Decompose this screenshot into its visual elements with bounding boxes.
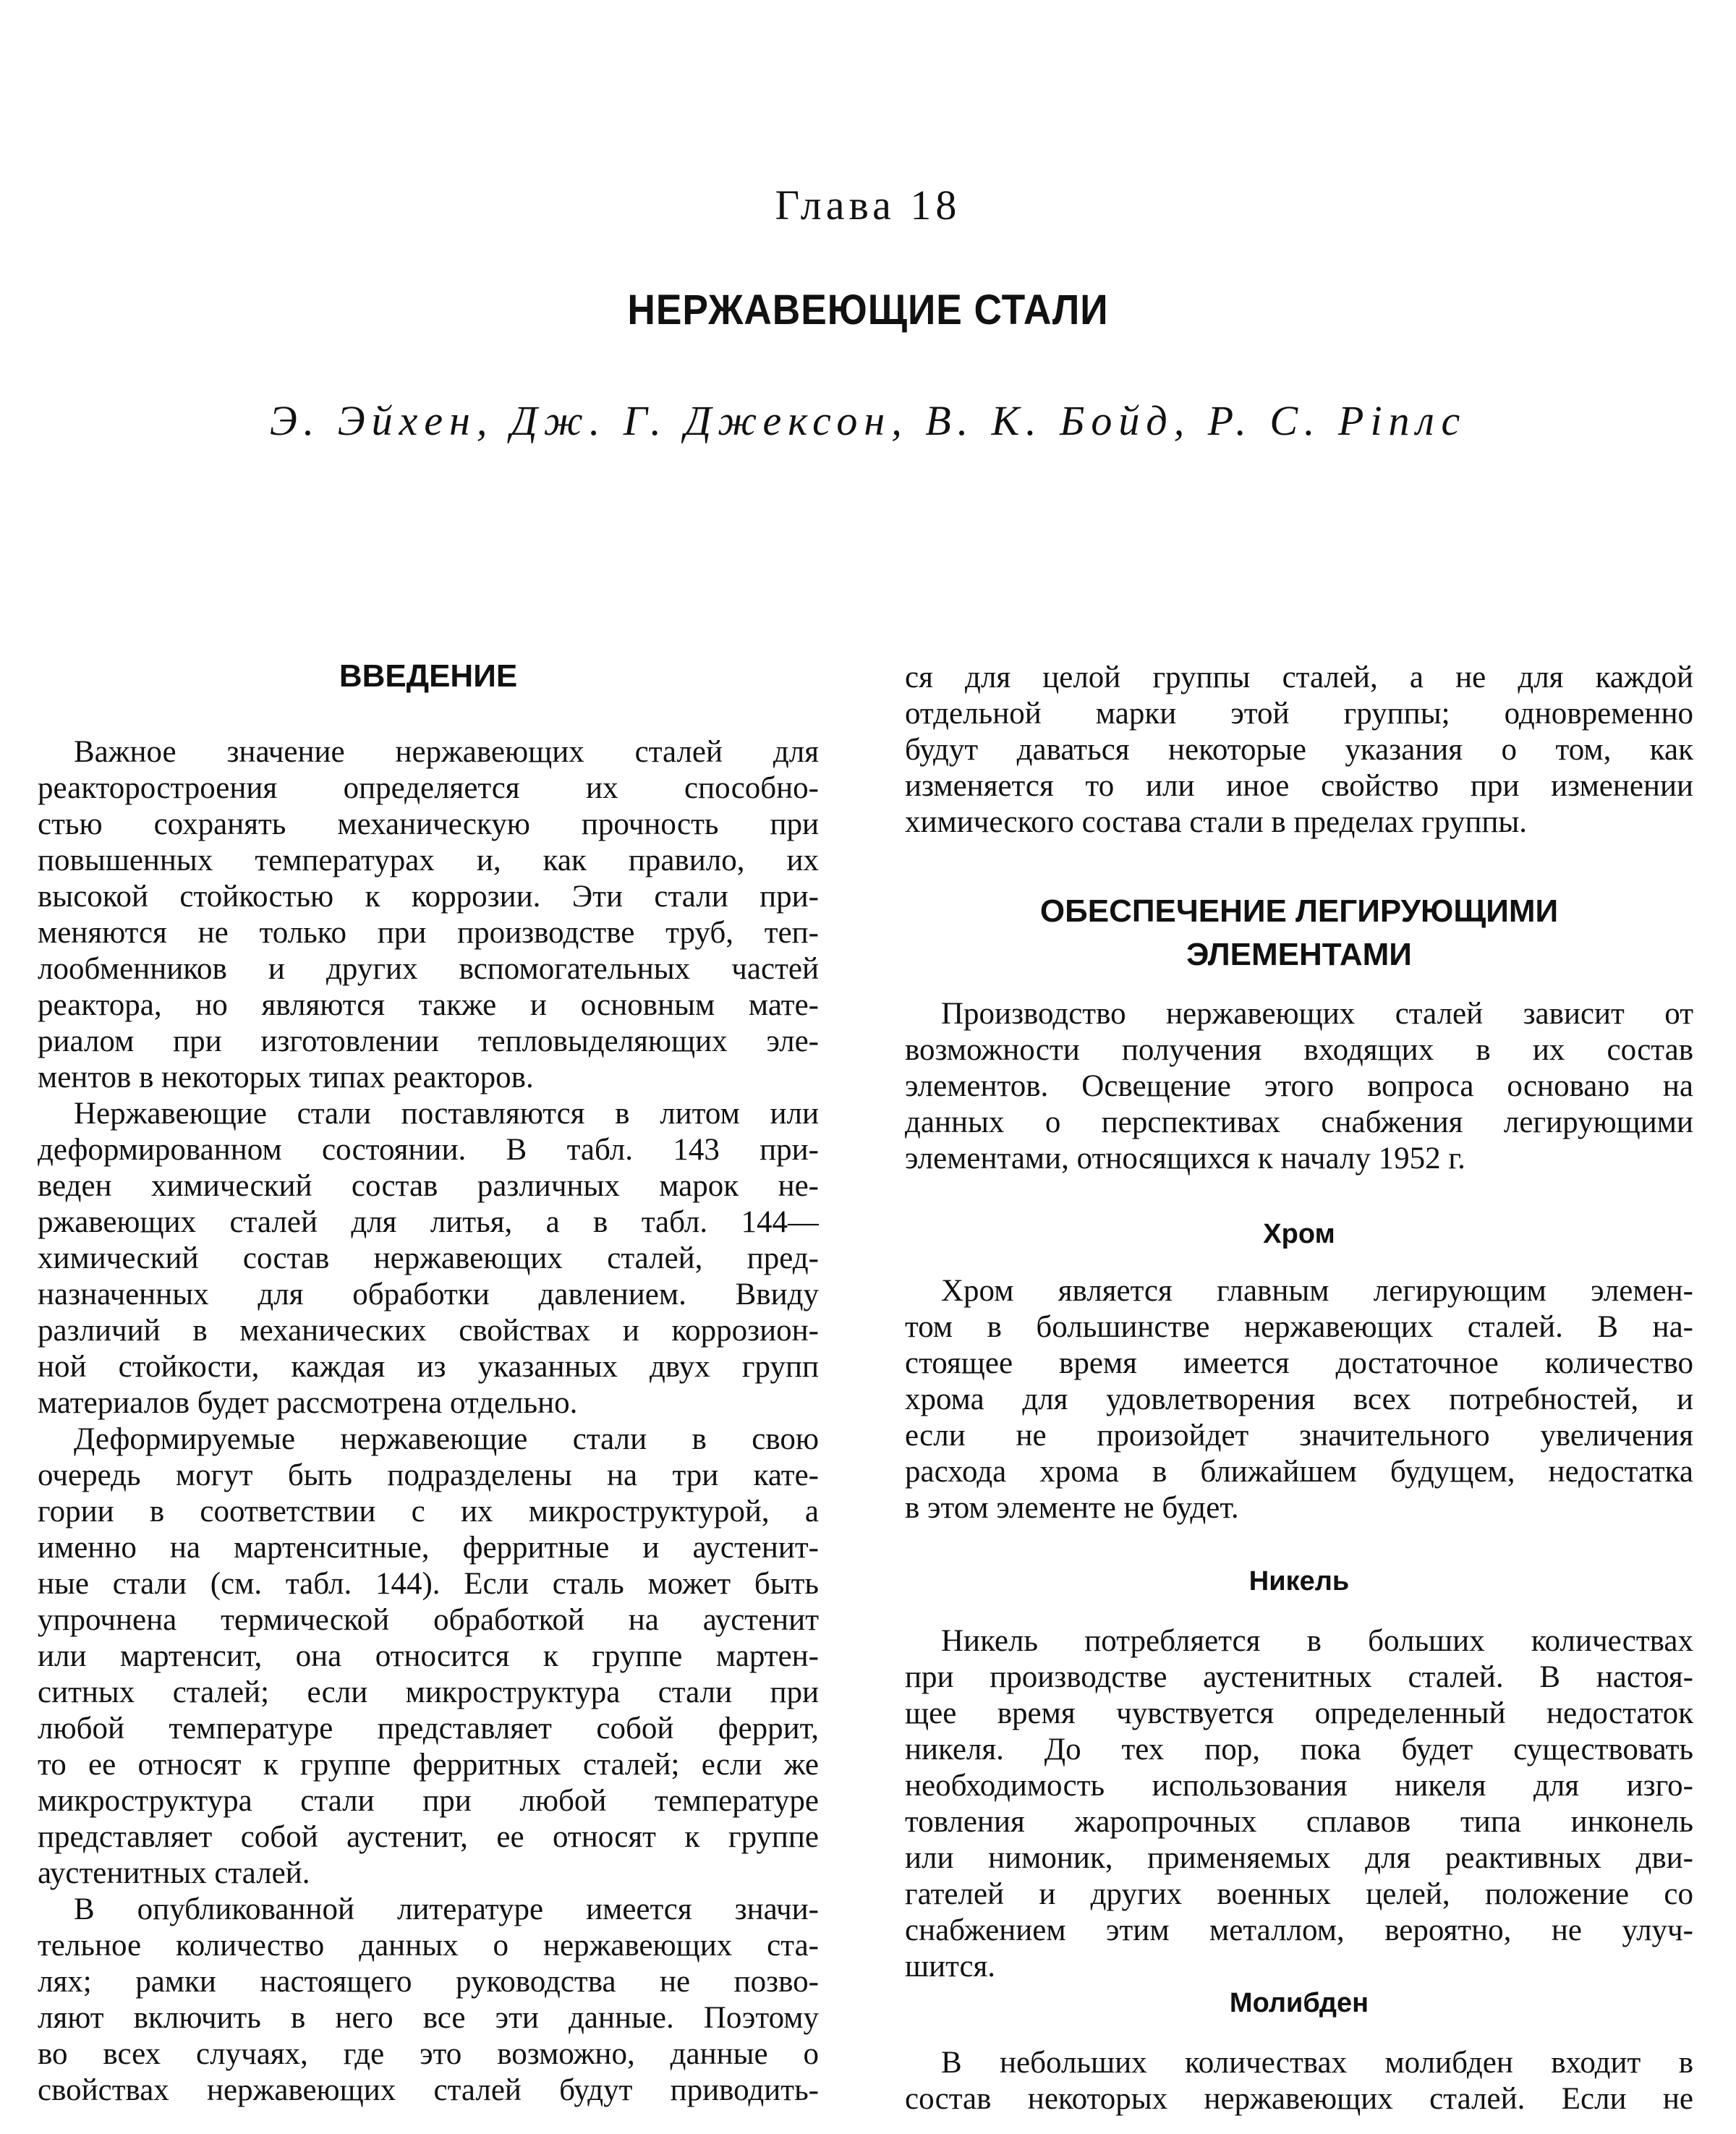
text-line: во всех случаях, где это возможно, данные о [38, 2037, 819, 2071]
text-line: в этом элементе не будет. [905, 1491, 1239, 1525]
text-line: ной стойкости, каждая из указанных двух групп [38, 1350, 819, 1384]
text-line: высокой стойкостью к коррозии. Эти стали при- [38, 880, 819, 914]
text-line: или нимоник, применяемых для реактивных дви- [905, 1841, 1693, 1875]
chromium-heading-block [905, 1216, 1693, 1252]
text-line: состав некоторых нержавеющих сталей. Если не [905, 2082, 1693, 2116]
molybdenum-heading-block [905, 1985, 1693, 2021]
text-line: если не произойдет значительного увеличения [905, 1419, 1693, 1453]
text-line: снабжением этим металлом, вероятно, не улуч- [905, 1913, 1693, 1947]
text-line: том в большинстве нержавеющих сталей. В на- [905, 1310, 1693, 1344]
text-line: упрочнена термической обработкой на аустенит [38, 1603, 819, 1637]
text-line: товления жаропрочных сплавов типа инконель [905, 1805, 1693, 1839]
text-line: реакторостроения определяется их способно- [38, 771, 819, 805]
text-line: необходимость использования никеля для изго- [905, 1769, 1693, 1803]
subsection-heading: Молибден [1229, 1988, 1369, 2018]
alloying-heading-block [905, 890, 1693, 977]
text-line: веден химический состав различных марок не- [38, 1169, 819, 1203]
text-line: Нержавеющие стали поставляются в литом или [74, 1097, 819, 1131]
subsection-heading: Никель [1248, 1566, 1350, 1597]
text-line: В опубликованной литературе имеется значи- [74, 1892, 819, 1926]
nickel-heading-block [905, 1563, 1693, 1599]
text-line: ляют включить в него все эти данные. Поэтому [38, 2001, 819, 2035]
molybdenum-paragraph [905, 2045, 1693, 2117]
text-line: назначенных для обработки давлением. Ввиду [38, 1278, 819, 1312]
continuation-paragraph [905, 660, 1693, 841]
text-line: любой температуре представляет собой феррит, [38, 1712, 819, 1746]
text-line: стоящее время имеется достаточное количество [905, 1346, 1693, 1380]
text-line: то ее относят к группе ферритных сталей; если же [38, 1748, 819, 1782]
text-line: тельное количество данных о нержавеющих ста- [38, 1929, 819, 1963]
text-line: Производство нержавеющих сталей зависит от [941, 997, 1693, 1031]
text-line: никеля. До тех пор, пока будет существовать [905, 1733, 1693, 1767]
text-line: повышенных температурах и, как правило, их [38, 843, 819, 877]
section-heading: ВВЕДЕНИЕ [339, 658, 518, 694]
text-line: ситных сталей; если микроструктура стали при [38, 1675, 819, 1709]
text-line: аустенитных сталей. [38, 1856, 310, 1890]
intro-heading-block [38, 655, 819, 698]
section-heading: ОБЕСПЕЧЕНИЕ ЛЕГИРУЮЩИМИ [1039, 893, 1559, 929]
text-line: ржавеющих сталей для литья, а в табл. 144— [38, 1205, 819, 1239]
text-line: риалом при изготовлении тепловыделяющих эле- [38, 1024, 819, 1058]
text-line: гателей и других военных целей, положение со [905, 1877, 1693, 1911]
text-line: будут даваться некоторые указания о том, как [905, 733, 1693, 767]
text-line: деформированном состоянии. В табл. 143 при- [38, 1133, 819, 1167]
text-line: ные стали (см. табл. 144). Если сталь может быть [38, 1567, 819, 1601]
text-line: возможности получения входящих в их состав [905, 1033, 1693, 1067]
text-line: очередь могут быть подразделены на три кате- [38, 1458, 819, 1492]
text-line: Никель потребляется в больших количествах [941, 1624, 1693, 1658]
text-line: меняются не только при производстве труб, теп- [38, 916, 819, 950]
intro-body [38, 734, 819, 2109]
text-line: щее время чувствуется определенный недостаток [905, 1696, 1693, 1730]
nickel-paragraph [905, 1623, 1693, 1985]
text-line: материалов будет рассмотрена отдельно. [38, 1386, 578, 1420]
text-line: реактора, но являются также и основным мате- [38, 988, 819, 1022]
text-line: свойствах нержавеющих сталей будут приводить- [38, 2073, 819, 2107]
text-line: данных о перспективах снабжения легирующими [905, 1105, 1693, 1139]
text-line: лях; рамки настоящего руководства не позво- [38, 1965, 819, 1999]
text-line: при производстве аустенитных сталей. В настоя- [905, 1660, 1693, 1694]
subsection-heading: Хром [1263, 1219, 1335, 1249]
text-line: лообменников и других вспомогательных частей [38, 952, 819, 986]
text-line: гории в соответствии с их микроструктурой, а [38, 1495, 819, 1529]
text-line: именно на мартенситные, ферритные и аустенит- [38, 1531, 819, 1565]
authors: Э. Эйхен, Дж. Г. Джексон, В. К. Бойд, Р. С. Piплс [269, 397, 1467, 444]
text-line: Важное значение нержавеющих сталей для [74, 735, 819, 769]
text-line: элементами, относящихся к началу 1952 г. [905, 1142, 1465, 1176]
text-line: изменяется то или иное свойство при изменении [905, 769, 1693, 803]
chromium-paragraph [905, 1273, 1693, 1526]
text-line: ментов в некоторых типах реакторов. [38, 1060, 534, 1094]
text-line: микроструктура стали при любой температуре [38, 1784, 819, 1818]
text-line: стью сохранять механическую прочность при [38, 807, 819, 841]
text-line: отдельной марки этой группы; одновременно [905, 697, 1693, 731]
text-line: химического состава стали в пределах группы. [905, 805, 1527, 839]
text-line: расхода хрома в ближайшем будущем, недостатка [905, 1455, 1693, 1489]
section-heading: ЭЛЕМЕНТАМИ [1186, 937, 1412, 972]
chapter-number: Глава 18 [775, 182, 961, 229]
alloying-intro-paragraph [905, 996, 1693, 1177]
text-line: В небольших количествах молибден входит в [941, 2046, 1693, 2080]
text-line: хрома для удовлетворения всех потребностей, и [905, 1382, 1693, 1416]
text-line: различий в механических свойствах и коррозион- [38, 1314, 819, 1348]
text-line: химический состав нержавеющих сталей, пред- [38, 1241, 819, 1275]
text-line: элементов. Освещение этого вопроса основано на [905, 1069, 1693, 1103]
text-line: представляет собой аустенит, ее относят к группе [38, 1820, 819, 1854]
text-line: Деформируемые нержавеющие стали в свою [74, 1422, 819, 1456]
text-line: или мартенсит, она относится к группе мартен- [38, 1639, 819, 1673]
chapter-title: НЕРЖАВЕЮЩИЕ СТАЛИ [627, 286, 1109, 333]
text-line: шится. [905, 1950, 996, 1984]
text-line: Хром является главным легирующим элемен- [941, 1274, 1693, 1308]
text-line: ся для целой группы сталей, а не для каждой [905, 660, 1693, 694]
